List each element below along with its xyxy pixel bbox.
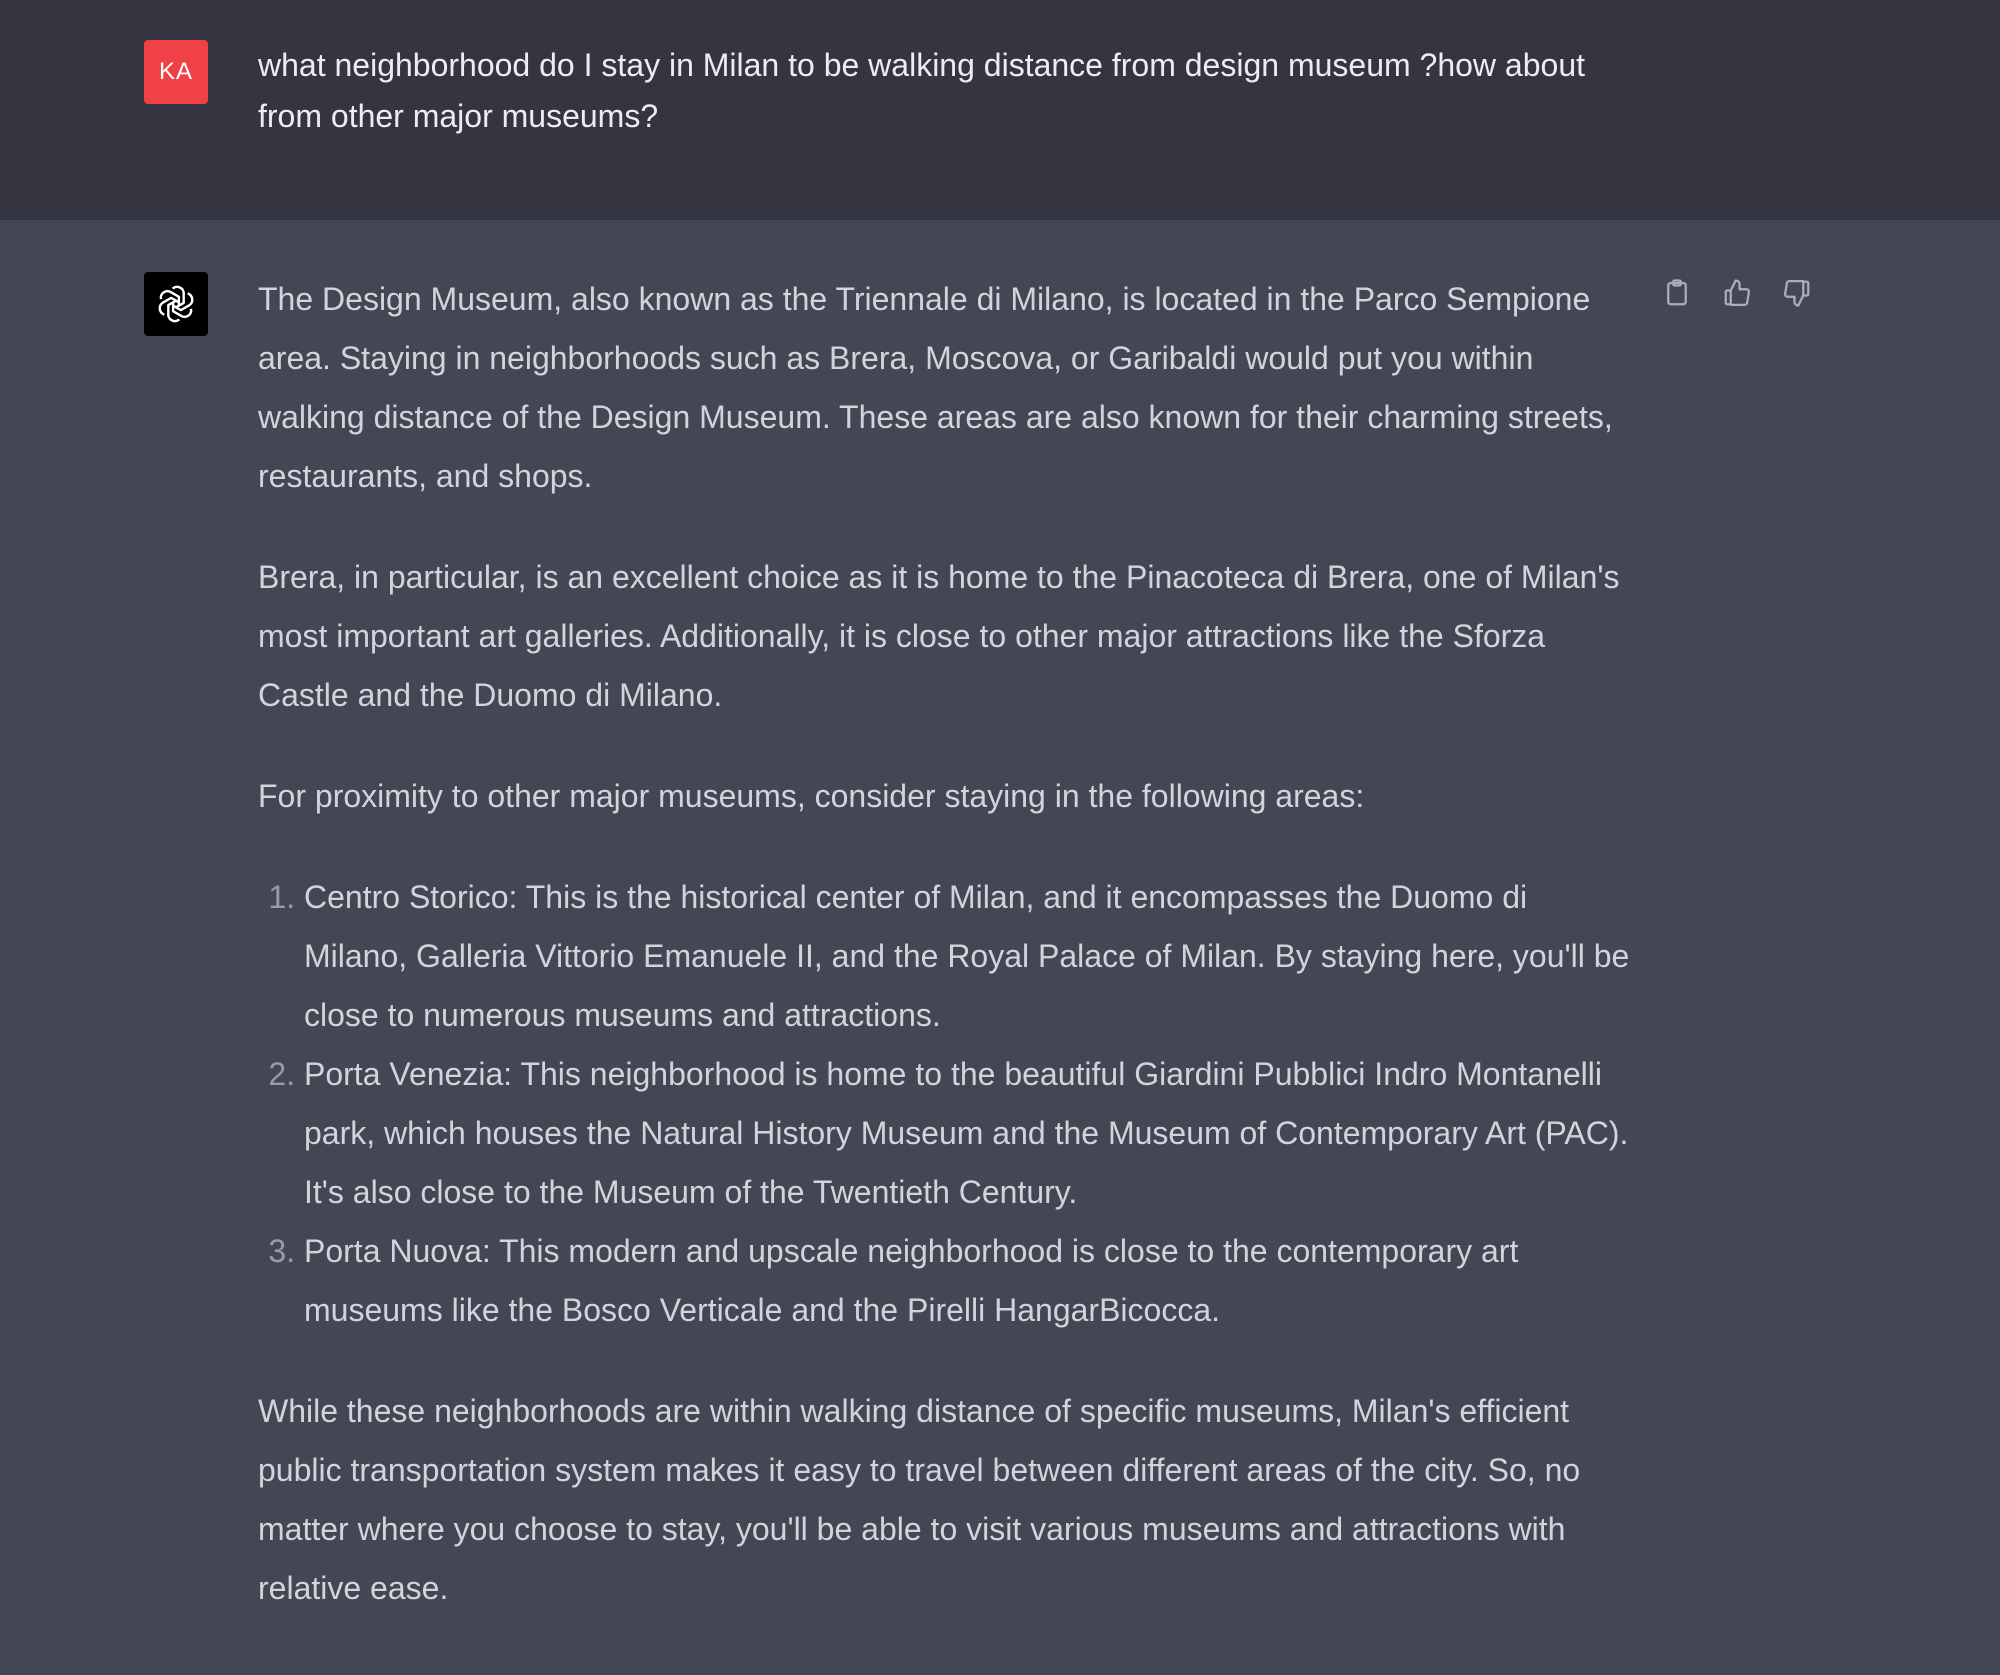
list-item: 1. Centro Storico: This is the historical center of Milan, and it encompasses the Duomo di Milano, Galleria Vittorio Emanuele II, and the Royal Palace of Milan. By staying here, you'll be close to numerous museums and attractions. [304,868,1638,1045]
user-avatar [144,40,208,104]
assistant-avatar [144,272,208,336]
assistant-message-row [0,220,2000,1675]
openai-logo-icon [154,282,198,326]
user-avatar-initials: KA [158,58,193,85]
like-button[interactable] [1720,276,1754,310]
message-actions [1660,276,1814,310]
thumbs-up-icon [1722,278,1752,308]
clipboard-icon [1662,278,1692,308]
response-paragraph: For proximity to other major museums, consider staying in the following areas: [258,778,1365,814]
thumbs-down-icon [1782,278,1812,308]
response-paragraph: The Design Museum, also known as the Triennale di Milano, is located in the Parco Sempione area. Staying in neighborhoods such as Brera, Moscova, or Garibaldi would put you within walking distance of the Design Museum. These areas are also known for their charming streets, restaurants, and shops. [258,281,1613,494]
response-closing-paragraph: While these neighborhoods are within walking distance of specific museums, Milan's efficient public transportation system makes it easy to travel between different areas of the city. So, no matter where you choose to stay, you'll be able to visit various museums and attractions with relative ease. [258,1393,1581,1606]
user-message-text: what neighborhood do I stay in Milan to be walking distance from design museum ?how about from other major museums? [258,47,1585,134]
response-paragraph: Brera, in particular, is an excellent choice as it is home to the Pinacoteca di Brera, one of Milan's most important art galleries. Additionally, it is close to other major attractions like the Sforza Castle and the Duomo di Milano. [258,559,1620,713]
dislike-button[interactable] [1780,276,1814,310]
list-item: 2. Porta Venezia: This neighborhood is home to the beautiful Giardini Pubblici Indro Montanelli park, which houses the Natural History Museum and the Museum of Contemporary Art (PAC). It's also close to the Museum of the Twentieth Century. [304,1045,1638,1222]
user-message-row [0,0,2000,221]
neighborhood-list [258,868,1638,1340]
assistant-response [258,270,1638,1660]
copy-button[interactable] [1660,276,1694,310]
list-item: 3. Porta Nuova: This modern and upscale neighborhood is close to the contemporary art museums like the Bosco Verticale and the Pirelli HangarBicocca. [304,1222,1638,1340]
